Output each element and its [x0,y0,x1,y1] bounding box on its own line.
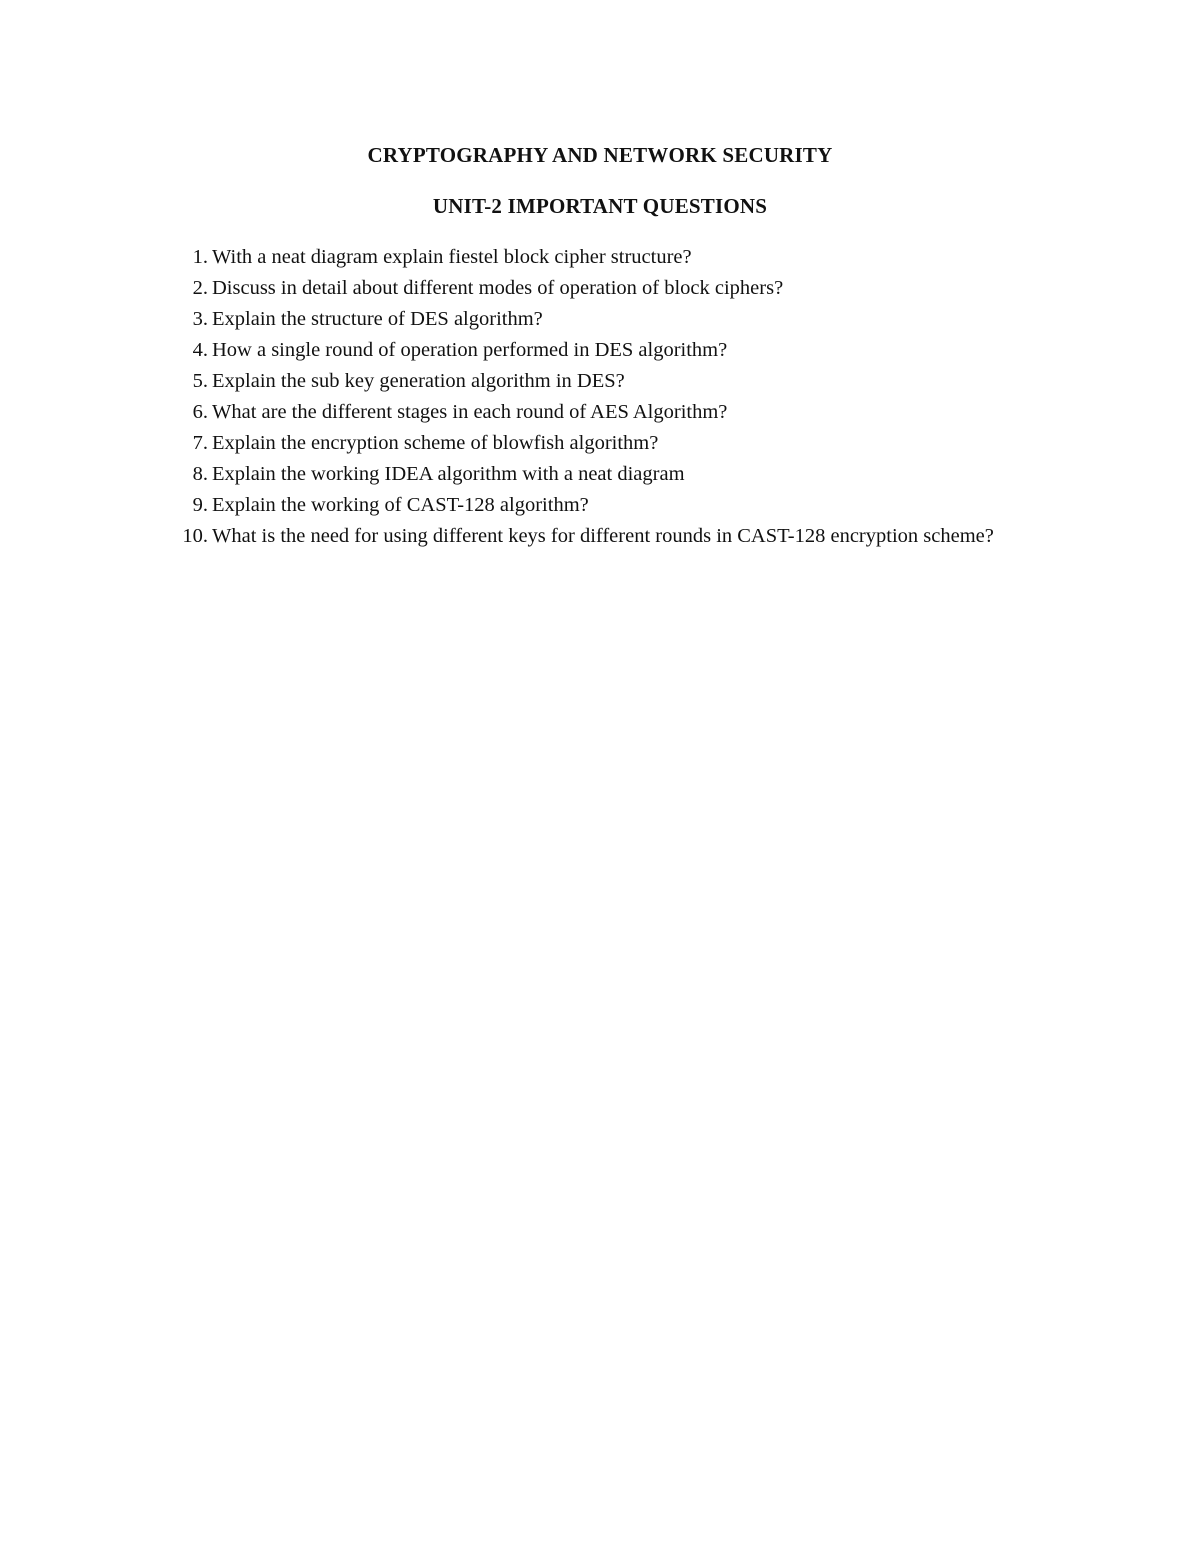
question-number: 3. [192,308,208,330]
question-item [172,459,1052,490]
question-item [172,366,1052,397]
question-text: Explain the sub key generation algorithm in DES? [212,370,625,392]
question-item [172,242,1052,273]
question-number: 6. [192,401,208,423]
question-number: 4. [192,339,208,361]
question-item [172,428,1052,459]
question-number: 1. [192,246,208,268]
question-item [172,397,1052,428]
question-number: 8. [192,463,208,485]
question-number: 2. [192,277,208,299]
question-number: 9. [192,494,208,516]
document-subtitle: UNIT-2 IMPORTANT QUESTIONS [432,194,768,218]
question-item [172,335,1052,366]
question-text: Explain the working IDEA algorithm with a neat diagram [212,463,685,485]
question-text: What is the need for using different keys for different rounds in CAST-128 encryption scheme? [212,525,994,547]
question-item [172,521,1052,552]
question-text: How a single round of operation performed in DES algorithm? [212,339,728,361]
question-number: 10. [182,525,208,547]
question-text: Explain the working of CAST-128 algorithm? [212,494,589,516]
question-list [172,242,1052,552]
document-title: CRYPTOGRAPHY AND NETWORK SECURITY [367,143,833,167]
question-number: 5. [192,370,208,392]
question-item [172,273,1052,304]
question-item [172,490,1052,521]
question-number: 7. [192,432,208,454]
question-text: What are the different stages in each round of AES Algorithm? [212,401,728,423]
question-text: Discuss in detail about different modes of operation of block ciphers? [212,277,784,299]
question-item [172,304,1052,335]
question-text: Explain the structure of DES algorithm? [212,308,543,330]
question-text: Explain the encryption scheme of blowfish algorithm? [212,432,659,454]
question-text: With a neat diagram explain fiestel block cipher structure? [212,246,692,268]
